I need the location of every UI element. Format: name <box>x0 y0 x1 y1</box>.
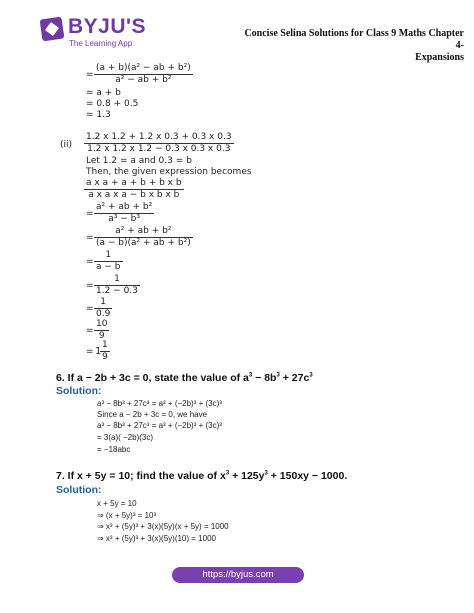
step-fraction-5 <box>94 274 140 297</box>
step-fraction-6 <box>94 297 112 320</box>
fraction-denominator: a³ − b³ <box>94 213 154 225</box>
fraction-numerator: 1 <box>114 274 120 284</box>
solution-line: x + 5y = 10 <box>97 499 137 508</box>
title-line-2: Expansions <box>415 52 464 63</box>
fraction-denominator: a² − ab + b² <box>94 74 193 86</box>
solution-label: Solution: <box>56 385 102 397</box>
explanation-line: Then, the given expression becomes <box>86 167 252 177</box>
website-link[interactable] <box>172 567 304 583</box>
fraction-denominator: a x a x a − b x b x b <box>84 189 184 201</box>
equals-sign: = <box>86 326 94 336</box>
document-title <box>244 28 464 64</box>
step-fraction-2 <box>94 202 154 225</box>
title-line-1: Concise Selina Solutions for Class 9 Maths Chapter 4- <box>244 28 464 51</box>
question-6 <box>56 372 313 384</box>
solution-line: = −18abc <box>97 445 131 454</box>
fraction-denominator: 9 <box>94 330 109 342</box>
question-text: 7. If x + 5y = 10; find the value of x <box>56 470 226 482</box>
page-header <box>0 0 474 63</box>
step-fraction-1 <box>84 178 184 201</box>
step-fraction-4 <box>94 250 123 273</box>
equals-sign: = <box>86 347 94 357</box>
solution-line: a³ − 8b³ + 27c³ = a³ + (−2b)³ + (3c)³ <box>97 421 222 430</box>
step-line: = 0.8 + 0.5 <box>86 99 139 109</box>
fraction-numerator: a² + ab + b² <box>115 226 172 236</box>
fraction-denominator: 1.2 x 1.2 x 1.2 − 0.3 x 0.3 x 0.3 <box>84 143 234 155</box>
question-fraction <box>84 132 234 155</box>
fraction-numerator: 1 <box>100 297 107 307</box>
question-7 <box>56 470 347 482</box>
exponent: 3 <box>248 372 253 379</box>
solution-line: ⇒ x³ + (5y)³ + 3(x)(5y)(10) = 1000 <box>97 534 216 543</box>
exponent: 3 <box>309 372 313 379</box>
equals-sign: = <box>86 304 94 314</box>
solution-line: a³ − 8b³ + 27c³ = a³ + (−2b)³ + (3c)³ <box>97 399 222 408</box>
fraction-numerator: 1 <box>105 250 112 260</box>
website-url[interactable]: https://byjus.com <box>202 569 274 580</box>
fraction-denominator: 9 <box>102 352 108 362</box>
step-fraction-7 <box>94 319 109 342</box>
solution-line: ⇒ x³ + (5y)³ + 3(x)(5y)(x + 5y) = 1000 <box>97 522 229 531</box>
fraction-denominator: (a − b)(a² + ab + b²) <box>96 238 191 248</box>
substitution-line: Let 1.2 = a and 0.3 = b <box>86 156 192 166</box>
solution-line: ⇒ (x + 5y)³ = 10³ <box>97 511 157 520</box>
fraction-denominator: 1.2 − 0.3 <box>96 286 138 296</box>
byjus-logo <box>41 15 181 54</box>
question-text: + 27c <box>279 372 310 384</box>
exponent: 3 <box>264 470 268 477</box>
question-text: − 8b <box>252 372 277 384</box>
step-fraction-8 <box>100 340 110 363</box>
solution-line: = 3(a)( −2b)(3c) <box>97 433 154 442</box>
step-fraction-3 <box>94 226 193 249</box>
fraction-denominator: 0.9 <box>96 309 111 319</box>
exponent: 3 <box>225 470 230 477</box>
fraction-numerator: 10 <box>96 319 108 329</box>
solution-label: Solution: <box>56 484 102 496</box>
step-line: = a + b <box>86 88 121 98</box>
equals-sign: = <box>86 257 94 267</box>
question-text: + 125y <box>229 470 265 482</box>
equals-sign: = <box>86 209 94 219</box>
part-label: (ii) <box>60 140 73 150</box>
equals-sign: = <box>86 70 94 80</box>
mixed-whole: 1 <box>95 346 102 357</box>
step-line: = 1.3 <box>86 110 111 120</box>
fraction-numerator: 1.2 x 1.2 + 1.2 x 0.3 + 0.3 x 0.3 <box>86 132 232 142</box>
fraction-numerator: 1 <box>102 340 108 350</box>
equals-sign: = <box>86 281 94 291</box>
fraction-denominator: a − b <box>96 262 121 272</box>
question-text: 6. If a − 2b + 3c = 0, state the value of a <box>56 372 249 384</box>
byjus-logo-icon <box>40 17 65 42</box>
fraction-numerator: a x a + a + b + b x b <box>86 178 182 188</box>
fraction-numerator: a² + ab + b² <box>96 202 153 212</box>
exponent: 3 <box>276 372 280 379</box>
brand-tagline: The Learning App <box>69 39 133 48</box>
solution-line: Since a − 2b + 3c = 0, we have <box>97 410 208 419</box>
equals-sign: = <box>86 233 94 243</box>
question-text: + 150xy − 1000. <box>267 470 348 482</box>
fraction-numerator: (a + b)(a² − ab + b²) <box>96 63 191 73</box>
fraction-part-i <box>94 63 193 86</box>
brand-name: BYJU'S <box>68 15 147 38</box>
